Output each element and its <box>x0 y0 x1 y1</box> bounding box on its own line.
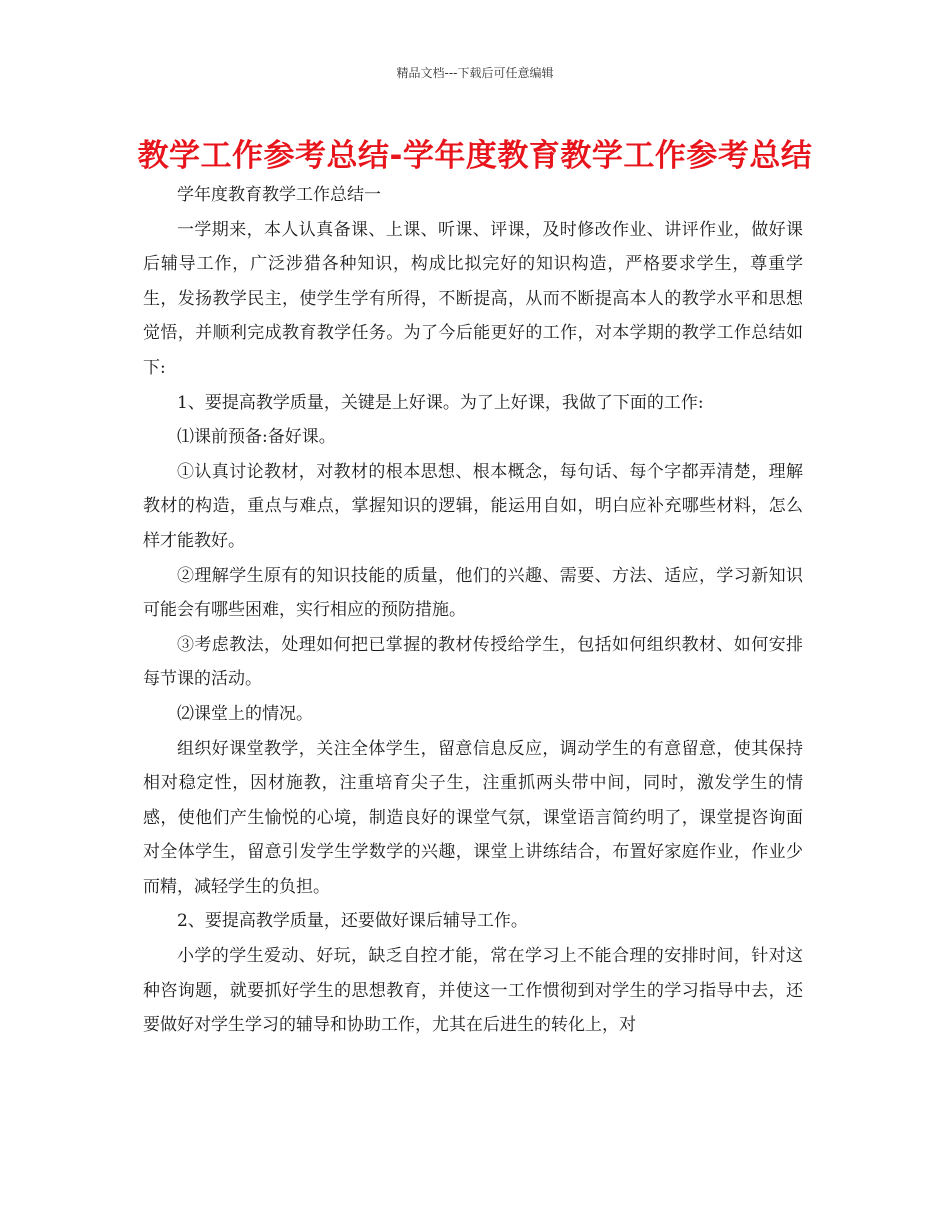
paragraph: ⑵课堂上的情况。 <box>177 703 313 724</box>
paragraph: 1、要提高教学质量，关键是上好课。为了上好课，我做了下面的工作: <box>177 392 704 413</box>
paragraph: 组织好课堂教学，关注全体学生，留意信息反应，调动学生的有意留意，使其保持相对稳定性，因材施教，注重培育尖子生，注重抓两头带中间，同时，激发学生的情感，使他们产生愉悦的心境，制造良好的课堂气氛，课堂语言简约明了，课堂提咨询面对全体学生，留意引发学生学数学的兴趣，课堂上讲练结合，布置好家庭作业，作业少而精，减轻学生的负担。 <box>143 738 803 897</box>
document-title: 教学工作参考总结-学年度教育教学工作参考总结 <box>137 138 813 174</box>
document-body <box>143 178 803 1043</box>
paragraph: ⑴课前预备:备好课。 <box>177 427 336 448</box>
header-note: 精品文档---下载后可任意编辑 <box>396 66 554 80</box>
paragraph: ②理解学生原有的知识技能的质量，他们的兴趣、需要、方法、适应，学习新知识可能会有哪些困难，实行相应的预防措施。 <box>143 565 803 621</box>
paragraph: 学年度教育教学工作总结一 <box>177 185 381 205</box>
paragraph: 2、要提高教学质量，还要做好课后辅导工作。 <box>177 911 528 932</box>
paragraph: ③考虑教法，处理如何把已掌握的教材传授给学生，包括如何组织教材、如何安排每节课的活动。 <box>143 634 803 690</box>
paragraph: 小学的学生爱动、好玩，缺乏自控才能，常在学习上不能合理的安排时间，针对这种咨询题，就要抓好学生的思想教育，并使这一工作惯彻到对学生的学习指导中去，还要做好对学生学习的辅导和协助工作，尤其在后进生的转化上，对 <box>143 946 803 1036</box>
paragraph: 一学期来，本人认真备课、上课、听课、评课，及时修改作业、讲评作业，做好课后辅导工作，广泛涉猎各种知识，构成比拟完好的知识构造，严格要求学生，尊重学生，发扬教学民主，使学生学有所得，不断提高，从而不断提高本人的教学水平和思想觉悟，并顺利完成教育教学任务。为了今后能更好的工作，对本学期的教学工作总结如下: <box>143 219 803 378</box>
paragraph: ①认真讨论教材，对教材的根本思想、根本概念，每句话、每个字都弄清楚，理解教材的构造，重点与难点，掌握知识的逻辑，能运用自如，明白应补充哪些材料，怎么样才能教好。 <box>143 461 803 551</box>
